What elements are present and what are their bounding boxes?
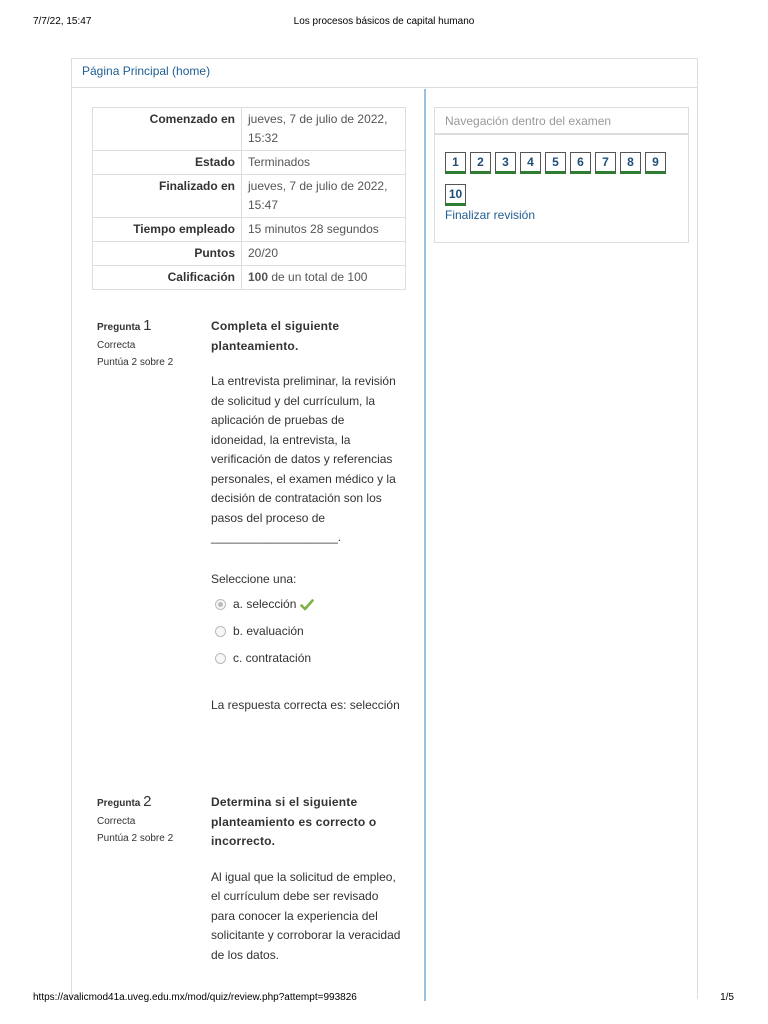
question-label: Pregunta xyxy=(97,322,141,333)
option-b[interactable] xyxy=(215,618,401,645)
home-link[interactable]: Página Principal (home) xyxy=(82,64,211,78)
option-c[interactable] xyxy=(215,645,401,672)
nav-question-7[interactable]: 7 xyxy=(595,152,616,174)
radio-icon[interactable] xyxy=(215,653,226,664)
question-1-content xyxy=(211,317,401,716)
print-url: https://avalicmod41a.uveg.edu.mx/mod/quiz/review.php?attempt=993826 xyxy=(33,992,357,1003)
option-label: a. selección xyxy=(233,596,297,611)
question-title: Completa el siguiente planteamiento. xyxy=(211,319,340,353)
nav-question-3[interactable]: 3 xyxy=(495,152,516,174)
table-row xyxy=(93,242,406,266)
check-mark-icon xyxy=(300,598,314,612)
nav-question-10[interactable]: 10 xyxy=(445,184,466,206)
correct-answer-feedback: La respuesta correcta es: selección xyxy=(211,698,400,712)
option-label: c. contratación xyxy=(233,650,312,665)
nav-question-4[interactable]: 4 xyxy=(520,152,541,174)
print-title: Los procesos básicos de capital humano xyxy=(293,16,475,27)
radio-checked-icon[interactable] xyxy=(215,599,226,610)
table-row xyxy=(93,108,406,151)
print-date: 7/7/22, 15:47 xyxy=(33,16,92,27)
summary-value: 15 minutos 28 segundos xyxy=(242,218,406,242)
summary-value: Terminados xyxy=(242,151,406,175)
question-2-info xyxy=(97,793,173,850)
nav-question-8[interactable]: 8 xyxy=(620,152,641,174)
nav-question-6[interactable]: 6 xyxy=(570,152,591,174)
print-page-number: 1/5 xyxy=(720,992,734,1003)
answer-prompt: Seleccione una: xyxy=(211,571,297,586)
finish-review-link[interactable]: Finalizar revisión xyxy=(445,208,536,222)
quiz-review-page xyxy=(71,58,698,999)
option-a[interactable] xyxy=(215,591,401,618)
summary-label: Tiempo empleado xyxy=(93,218,242,242)
question-mark: Puntúa 2 sobre 2 xyxy=(97,833,174,844)
attempt-summary-table xyxy=(92,107,406,290)
question-nav-buttons xyxy=(445,152,685,216)
answer-options xyxy=(211,591,401,672)
column-divider xyxy=(424,89,426,1001)
summary-label: Estado xyxy=(93,151,242,175)
nav-title: Navegación dentro del examen xyxy=(435,108,688,135)
nav-question-5[interactable]: 5 xyxy=(545,152,566,174)
question-mark: Puntúa 2 sobre 2 xyxy=(97,357,174,368)
question-number: 2 xyxy=(143,793,152,810)
summary-value: jueves, 7 de julio de 2022, 15:32 xyxy=(242,108,406,151)
nav-question-9[interactable]: 9 xyxy=(645,152,666,174)
question-number: 1 xyxy=(143,317,152,334)
quiz-navigation-block xyxy=(434,107,689,243)
question-state: Correcta xyxy=(97,340,136,351)
nav-question-1[interactable]: 1 xyxy=(445,152,466,174)
summary-label: Finalizado en xyxy=(93,175,242,218)
summary-value xyxy=(242,266,406,290)
grade-total: de un total de 100 xyxy=(268,270,368,284)
question-1-info xyxy=(97,317,173,374)
summary-label: Puntos xyxy=(93,242,242,266)
grade-value: 100 xyxy=(248,270,269,284)
nav-question-2[interactable]: 2 xyxy=(470,152,491,174)
option-label: b. evaluación xyxy=(233,623,304,638)
question-state: Correcta xyxy=(97,816,136,827)
question-title: Determina si el siguiente planteamiento es correcto o incorrecto. xyxy=(211,795,377,848)
summary-label: Comenzado en xyxy=(93,108,242,151)
table-row xyxy=(93,151,406,175)
summary-value: 20/20 xyxy=(242,242,406,266)
question-2-content xyxy=(211,793,401,965)
radio-icon[interactable] xyxy=(215,626,226,637)
breadcrumb-bar xyxy=(72,59,697,88)
summary-label: Calificación xyxy=(93,266,242,290)
table-row xyxy=(93,175,406,218)
question-label: Pregunta xyxy=(97,798,141,809)
question-body: La entrevista preliminar, la revisión de solicitud y del currículum, la aplicación de pruebas de idoneidad, la entrevista, la verificación de datos y referencias personales, el examen médico y la decisión de contratación son los pasos del proceso de ___________________. xyxy=(211,374,396,544)
summary-value: jueves, 7 de julio de 2022, 15:47 xyxy=(242,175,406,218)
question-body: Al igual que la solicitud de empleo, el currículum debe ser revisado para conocer la experiencia del solicitante y corroborar la veracidad de los datos. xyxy=(211,869,401,962)
table-row xyxy=(93,266,406,290)
table-row xyxy=(93,218,406,242)
